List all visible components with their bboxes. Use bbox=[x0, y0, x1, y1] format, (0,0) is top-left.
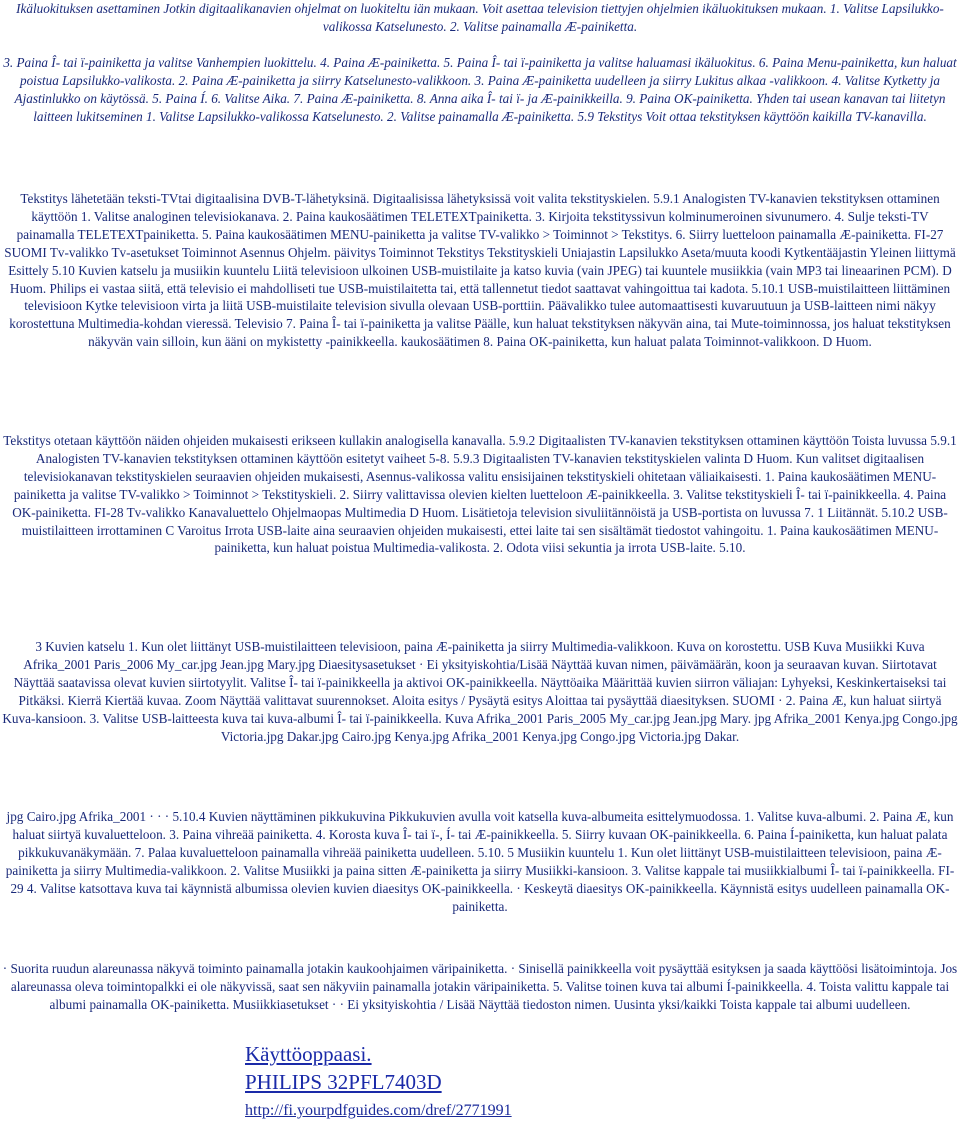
footer-links bbox=[160, 1040, 940, 1130]
url-link[interactable]: http://fi.yourpdfguides.com/dref/2771991 bbox=[245, 1102, 512, 1119]
paragraph-digital-subtitles: Tekstitys otetaan käyttöön näiden ohjeiden mukaisesti erikseen kullakin analogisella kanavalla. 5.9.2 Digitaalisten TV-kanavien tekstityksen ottaminen käyttöön Toista luvussa 5.9.1 Analogisten TV-kanavien tekstityksen ottaminen käyttöön esitetyt vaiheet 5-8. 5.9.3 Digitaalisten TV-kanavien tekstityskielen valinta D Huom. Kun valitset digitaalisen televisiokanavan tekstityskielen seuraavien ohjeiden mukaisesti, Asennus-valikossa valitu ensisijainen tekstityskieli ohitetaan väliaikaisesti. 1. Paina kaukosäätimen MENU-painiketta ja valitse TV-valikko > Toiminnot > Tekstityskieli. 2. Siirry valittavissa olevien kielten luetteloon Æ-painikkeella. 3. Valitse tekstityskieli Î- tai ï-painikkeella. 4. Paina OK-painiketta. FI-28 Tv-valikko Kanavaluettelo Ohjelmaopas Multimedia D Huom. Lisätietoja television sivuliitännöistä ja USB-portista on luvussa 7. 1 Liitännät. 5.10.2 USB-muistilaitteen irrottaminen C Varoitus Irrota USB-laite aina seuraavien ohjeiden mukaisesti, ettei laite tai sen sisältämät tiedostot vahingoitu. 1. Paina kaukosäätimen MENU-painiketta, kun haluat poistua Multimedia-valikosta. 2. Odota viisi sekuntia ja irrota USB-laite. 5.10. bbox=[3, 433, 957, 556]
paragraph-color-buttons: · Suorita ruudun alareunassa näkyvä toiminto painamalla jotakin kaukoohjaimen väripainiketta. · Sinisellä painikkeella voit pysäyttää esityksen ja saada käyttöösi lisätoimintoja. Jos alareunassa oleva toimintopalkki ei ole näkyvissä, saat sen näkyviin painamalla jotakin väripainiketta. 5. Valitse toinen kuva tai albumi Í-painikkeella. 4. Toista valittu kappale tai albumi painamalla OK-painiketta. Musiikkiasetukset · · Ei yksityiskohtia / Lisää Näyttää tiedoston nimen. Uusinta yksi/kaikki Toista kappale tai albumi uudelleen. bbox=[2, 961, 958, 1012]
model-link[interactable]: PHILIPS 32PFL7403D bbox=[245, 1070, 442, 1094]
paragraph-subtitles-usb: Tekstitys lähetetään teksti-TVtai digitaalisina DVB-T-lähetyksinä. Digitaalisissa lähetyksissä voit valita tekstityskielen. 5.9.1 Analogisten TV-kanavien tekstityksen ottaminen käyttöön 1. Valitse analoginen televisiokanava. 2. Paina kaukosäätimen TELETEXTpainiketta. 3. Kirjoita tekstityssivun kolminumeroinen sivunumero. 4. Sulje teksti-TV painamalla TELETEXTpainiketta. 5. Paina kaukosäätimen MENU-painiketta ja valitse TV-valikko > Toiminnot > Tekstitys. 6. Siirry luetteloon painamalla Æ-painiketta. FI-27 SUOMI Tv-valikko Tv-asetukset Toiminnot Asennus Ohjelm. päivitys Toiminnot Tekstitys Tekstityskieli Uniajastin Lapsilukko Aseta/muuta koodi Kytkentääjastin Yleinen liittymä Esittely 5.10 Kuvien katselu ja musiikin kuuntelu Liitä televisioon ulkoinen USB-muistilaite ja katso kuvia (vain JPEG) tai kuuntele musiikkia (vain MP3 tai lineaarinen PCM). D Huom. Philips ei vastaa siitä, että televisio ei mahdolliseti tue USB-muistilaitetta tai, että tallennetut tiedot saattavat vahingoittua tai kadota. 5.10.1 USB-muistilaitteen liittäminen televisioon Kytke televisioon virta ja liitä USB-muistilaite television sivulla olevaan USB-porttiin. Päävalikko tulee automaattisesti kuvaruutuun ja USB-laitteen nimi näkyy korostettuna Multimedia-kohdan vieressä. Televisio 7. Paina Î- tai ï-painiketta ja valitse Päälle, kun haluat tekstityksen näkyvän aina, tai Mute-toiminnossa, jos haluat tekstityksen näkyvän vain silloin, kun ääni on mykistetty -painikkeella. kaukosäätimen 8. Paina OK-painiketta, kun haluat palata Toiminnot-valikkoon. D Huom. bbox=[4, 191, 956, 350]
paragraph-thumbnails-music: jpg Cairo.jpg Afrika_2001 · · · 5.10.4 Kuvien näyttäminen pikkukuvina Pikkukuvien avulla voit katsella kuva-albumeita esittelymuodossa. 1. Valitse kuva-albumi. 2. Paina Æ, kun haluat siirtyä kuvaluetteloon. 3. Paina vihreää painiketta. 4. Korosta kuva Î- tai ï-, Í- tai Æ-painikkeella. 5. Siirry kuvaan OK-painikkeella. 6. Paina Í-painiketta, kun haluat palata pikkukuvanäkymään. 7. Palaa kuvaluetteloon painamalla vihreää painiketta uudelleen. 5.10. 5 Musiikin kuuntelu 1. Kun olet liittänyt USB-muistilaitteen televisioon, paina Æ-painiketta ja siirry Multimedia-valikkoon. 2. Valitse Musiikki ja paina sitten Æ-painiketta ja siirry Musiikki-kansioon. 3. Valitse kappale tai musiikkialbumi Î- tai ï-painikkeella. FI-29 4. Valitse katsottava kuva tai käynnistä albumissa olevien kuvien diaesitys OK-painikkeella. · Keskeytä diaesitys OK-painikkeella. Käynnistä esitys uudelleen painamalla OK-painiketta. bbox=[5, 809, 955, 914]
pdfguides-logo-icon bbox=[160, 1040, 235, 1115]
manual-link[interactable]: Käyttöoppaasi. bbox=[245, 1042, 372, 1066]
paragraph-lock-timer: 3. Paina Î- tai ï-painiketta ja valitse Vanhempien luokittelu. 4. Paina Æ-painiketta. 5. Paina Î- tai ï-painiketta ja valitse haluamasi ikäluokitus. 6. Paina Menu-painiketta, kun haluat poistua Lapsilukko-valikosta. 2. Paina Æ-painiketta ja siirry Katselunesto-valikkoon. 3. Paina Æ-painiketta uudelleen ja siirry Lukitus alkaa -valikkoon. 4. Valitse Kytketty ja Ajastinlukko on käytössä. 5. Paina Í. 6. Valitse Aika. 7. Paina Æ-painiketta. 8. Anna aika Î- tai ï- ja Æ-painikkeilla. 9. Paina OK-painiketta. Yhden tai usean kanavan tai liitetyn laitteen lukitseminen 1. Valitse Lapsilukko-valikossa Katselunesto. 2. Valitse painamalla Æ-painiketta. 5.9 Tekstitys Voit ottaa tekstityksen käyttöön kaikilla TV-kanavilla. bbox=[3, 55, 957, 124]
paragraph-parental-rating: Ikäluokituksen asettaminen Jotkin digitaalikanavien ohjelmat on luokiteltu iän mukaan. Voit asettaa television tiettyjen ohjelmien ikäluokituksen mukaan. 1. Valitse Lapsilukko-valikossa Katselunesto. 2. Valitse painamalla Æ-painiketta. bbox=[16, 1, 944, 34]
paragraph-viewing-pictures: 3 Kuvien katselu 1. Kun olet liittänyt USB-muistilaitteen televisioon, paina Æ-painiketta ja siirry Multimedia-valikkoon. Kuva on korostettu. USB Kuva Musiikki Kuva Afrika_2001 Paris_2006 My_car.jpg Jean.jpg Mary.jpg Diaesitysasetukset · Ei yksityiskohtia/Lisää Näyttää kuvan nimen, päivämäärän, koon ja seuraavan kuvan. Siirtotavat Näyttää saatavissa olevat kuvien siirtotyylit. Valitse Î- tai ï-painikkeella ja aktivoi OK-painikkeella. Näyttöaika Määrittää kuvien siirron väliajan: Lyhyeksi, Keskinkertaiseksi tai Pitkäksi. Kierrä Kiertää kuvaa. Zoom Näyttää valittavat suurennokset. Aloita esitys / Pysäytä esitys Aloittaa tai pysäyttää diaesityksen. SUOMI · 2. Paina Æ, kun haluat siirtyä Kuva-kansioon. 3. Valitse USB-laitteesta kuva tai kuva-albumi Î- tai ï-painikkeella. Kuva Afrika_2001 Paris_2005 My_car.jpg Jean.jpg Mary. jpg Afrika_2001 Kenya.jpg Congo.jpg Victoria.jpg Dakar.jpg Cairo.jpg Kenya.jpg Afrika_2001 Kenya.jpg Congo.jpg Victoria.jpg Dakar. bbox=[2, 639, 958, 744]
